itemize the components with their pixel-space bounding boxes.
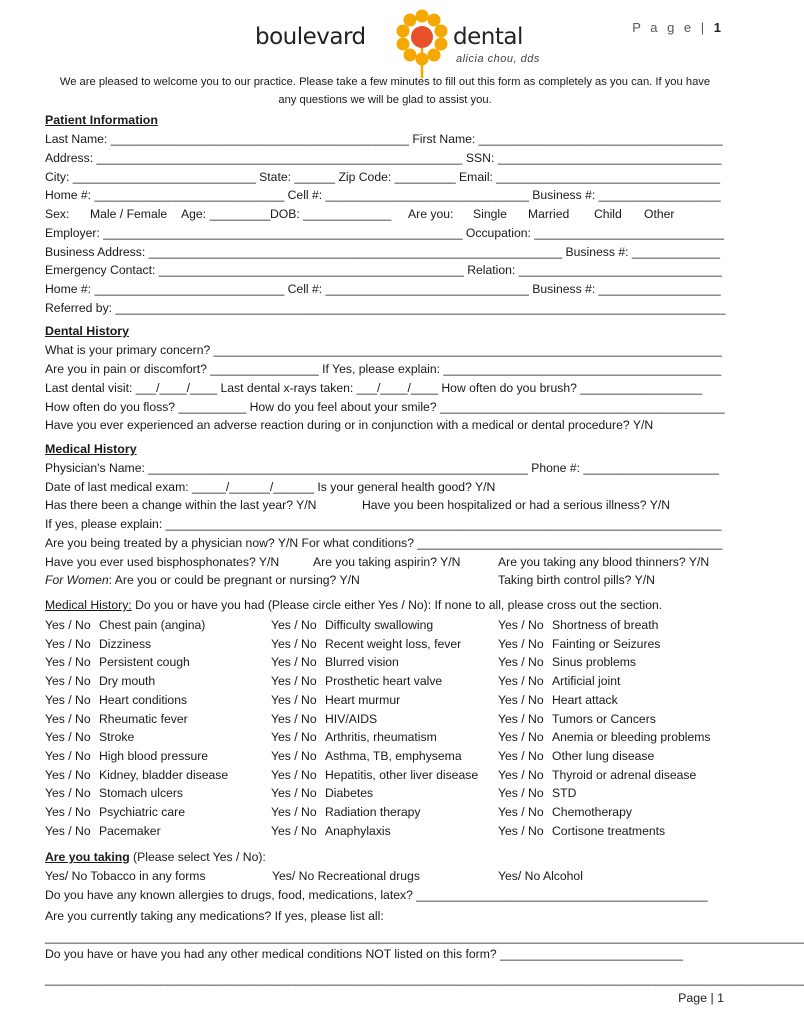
conditions-instruction-text: Do you or have you had (Please circle either Yes / No): If none to all, please cross out the section.: [131, 598, 663, 612]
taking-title: Are you taking: [45, 850, 130, 864]
aspirin-question[interactable]: Are you taking aspirin? Y/N: [313, 555, 461, 569]
condition-item[interactable]: [45, 730, 134, 744]
address-row[interactable]: Address: ______________________________________________________ SSN: _________________________________: [45, 151, 722, 165]
employer-row[interactable]: Employer: _____________________________________________________ Occupation: ____________________________: [45, 226, 725, 240]
yes-no-choice[interactable]: Yes / No: [45, 711, 91, 726]
condition-label: Psychiatric care: [99, 805, 186, 819]
condition-label: Pacemaker: [99, 823, 161, 838]
condition-label: Anaphylaxis: [325, 823, 391, 838]
married-option[interactable]: Married: [528, 207, 570, 221]
condition-label: Shortness of breath: [552, 618, 659, 632]
condition-item[interactable]: [45, 637, 151, 651]
condition-item[interactable]: [45, 655, 190, 669]
women-question[interactable]: [45, 573, 360, 587]
logo-right-word: dental: [453, 24, 523, 50]
yes-no-choice[interactable]: Yes / No: [45, 655, 91, 670]
yes-no-choice[interactable]: Yes / No: [498, 636, 544, 651]
pregnant-question: : Are you or could be pregnant or nursing? Y/N: [108, 573, 360, 587]
condition-label: Fainting or Seizures: [552, 636, 661, 651]
yes-no-choice[interactable]: Yes / No: [498, 767, 544, 782]
yes-no-choice[interactable]: Yes / No: [45, 730, 91, 745]
condition-item[interactable]: [498, 637, 660, 651]
yes-no-choice[interactable]: Yes / No: [498, 674, 544, 689]
condition-item[interactable]: [45, 824, 161, 838]
patient-info-heading: Patient Information: [45, 113, 158, 127]
last-visit-row[interactable]: Last dental visit: ___/____/____ Last dental x-rays taken: ___/____/____ How often do you brush? __________________: [45, 381, 703, 395]
logo: [255, 8, 545, 80]
condition-label: Asthma, TB, emphysema: [325, 748, 462, 763]
conditions-label: Medical History:: [45, 598, 132, 612]
condition-label: Hepatitis, other liver disease: [325, 767, 479, 782]
condition-label: Stomach ulcers: [99, 786, 183, 801]
condition-item[interactable]: [45, 618, 205, 632]
condition-item[interactable]: [271, 674, 442, 688]
yes-no-choice[interactable]: Yes / No: [271, 730, 317, 745]
condition-label: Heart attack: [552, 692, 618, 707]
yes-no-choice[interactable]: Yes / No: [271, 674, 317, 689]
pain-row[interactable]: Are you in pain or discomfort? ________________ If Yes, please explain: _________________________________________: [45, 362, 722, 376]
condition-label: Difficulty swallowing: [325, 618, 434, 632]
last-name-row[interactable]: Last Name: ____________________________________________ First Name: ____________________________________: [45, 132, 723, 146]
explain-row[interactable]: If yes, please explain: __________________________________________________________________________________: [45, 517, 722, 531]
condition-item[interactable]: [45, 786, 183, 800]
condition-label: Cortisone treatments: [552, 823, 666, 838]
referred-by-row[interactable]: Referred by: __________________________________________________________________________________________: [45, 301, 726, 315]
condition-label: Kidney, bladder disease: [99, 767, 229, 782]
condition-label: Anemia or bleeding problems: [552, 730, 711, 745]
condition-label: Radiation therapy: [325, 805, 421, 819]
yes-no-choice[interactable]: Yes / No: [45, 786, 91, 801]
condition-label: STD: [552, 786, 577, 801]
yes-no-choice[interactable]: Yes / No: [498, 655, 544, 670]
condition-item[interactable]: [271, 768, 478, 782]
yes-no-choice[interactable]: Yes / No: [271, 618, 317, 632]
medications-line[interactable]: ________________________________________________________________________________________________________________: [45, 930, 804, 944]
last-exam-row[interactable]: Date of last medical exam: _____/______/______ Is your general health good? Y/N: [45, 480, 496, 494]
condition-item[interactable]: [271, 786, 373, 800]
allergies-row[interactable]: Do you have any known allergies to drugs, food, medications, latex? ___________________________________________: [45, 888, 708, 902]
logo-left-word: boulevard: [255, 24, 366, 50]
intro-line-2: any questions we will be glad to assist you.: [278, 94, 492, 106]
condition-item[interactable]: [271, 749, 462, 763]
intro-text: [40, 73, 730, 109]
page-footer: Page | 1: [678, 991, 724, 1005]
single-option[interactable]: Single: [473, 207, 507, 221]
condition-item[interactable]: [271, 637, 461, 651]
condition-label: Arthritis, rheumatism: [325, 730, 437, 745]
condition-label: Chest pain (angina): [99, 618, 206, 632]
condition-item[interactable]: [498, 693, 618, 707]
yes-no-choice[interactable]: Yes / No: [271, 805, 317, 819]
taking-subtitle: (Please select Yes / No):: [129, 850, 266, 864]
change-question[interactable]: Has there been a change within the last year? Y/N: [45, 498, 317, 512]
intro-line-1: We are pleased to welcome you to our practice. Please take a few minutes to fill out this form as completely as you can. If you have: [59, 76, 711, 88]
flower-icon: [391, 8, 453, 78]
yes-no-choice[interactable]: Yes / No: [271, 655, 317, 670]
yes-no-choice[interactable]: Yes / No: [271, 767, 317, 782]
condition-item[interactable]: [498, 786, 576, 800]
adverse-reaction-row[interactable]: Have you ever experienced an adverse reaction during or in conjunction with a medical or dental procedure? Y/N: [45, 418, 654, 432]
yes-no-choice[interactable]: Yes / No: [498, 618, 544, 632]
condition-item[interactable]: [498, 674, 620, 688]
condition-item[interactable]: [271, 655, 399, 669]
condition-label: Artificial joint: [552, 674, 621, 689]
hospitalized-question[interactable]: Have you been hospitalized or had a serious illness? Y/N: [362, 498, 671, 512]
condition-label: Thyroid or adrenal disease: [552, 767, 697, 782]
age-field[interactable]: Age: _________: [181, 207, 271, 221]
taking-heading: [45, 850, 266, 864]
logo-subtitle: alicia chou, dds: [456, 53, 540, 65]
sex-options[interactable]: Male / Female: [90, 207, 168, 221]
condition-item[interactable]: [498, 824, 665, 838]
yes-no-choice[interactable]: Yes / No: [498, 730, 544, 745]
home-phone-row[interactable]: Home #: ____________________________ Cell #: ______________________________ Business #: __________________: [45, 188, 721, 202]
condition-item[interactable]: [498, 712, 656, 726]
condition-item[interactable]: [45, 712, 188, 726]
condition-item[interactable]: [498, 805, 632, 819]
condition-label: Persistent cough: [99, 655, 190, 670]
are-you-label: Are you:: [408, 207, 454, 221]
condition-item[interactable]: [271, 730, 437, 744]
yes-no-choice[interactable]: Yes / No: [271, 636, 317, 651]
yes-no-choice[interactable]: Yes / No: [45, 748, 91, 763]
yes-no-choice[interactable]: Yes / No: [271, 748, 317, 763]
blood-thinners-question[interactable]: Are you taking any blood thinners? Y/N: [498, 555, 710, 569]
page-label: P a g e |: [632, 20, 708, 35]
yes-no-choice[interactable]: Yes / No: [45, 636, 91, 651]
page-number: 1: [713, 20, 724, 35]
condition-item[interactable]: [498, 768, 696, 782]
yes-no-choice[interactable]: Yes / No: [498, 748, 544, 763]
condition-label: Sinus problems: [552, 655, 636, 670]
tobacco-item[interactable]: Yes/ No Tobacco in any forms: [45, 869, 206, 883]
bisphosphonates-question[interactable]: Have you ever used bisphosphonates? Y/N: [45, 555, 280, 569]
condition-label: Prosthetic heart valve: [325, 674, 443, 689]
physician-row[interactable]: Physician's Name: ________________________________________________________ Phone #: ____________________: [45, 461, 719, 475]
condition-label: Dizziness: [99, 636, 152, 651]
yes-no-choice[interactable]: Yes / No: [271, 692, 317, 707]
condition-item[interactable]: [498, 655, 636, 669]
condition-item[interactable]: [271, 618, 433, 632]
condition-label: HIV/AIDS: [325, 711, 378, 726]
condition-label: Recent weight loss, fever: [325, 636, 462, 651]
condition-item[interactable]: [271, 693, 400, 707]
condition-item[interactable]: [498, 749, 654, 763]
yes-no-choice[interactable]: Yes / No: [45, 823, 91, 838]
condition-label: Blurred vision: [325, 655, 399, 670]
condition-item[interactable]: [45, 768, 228, 782]
primary-concern-row[interactable]: What is your primary concern? ___________________________________________________________________________: [45, 343, 723, 357]
conditions-instruction: [45, 598, 662, 612]
women-prefix: For Women: [45, 573, 109, 587]
child-option[interactable]: Child: [594, 207, 622, 221]
condition-item[interactable]: [45, 805, 185, 819]
drugs-item[interactable]: Yes/ No Recreational drugs: [272, 869, 420, 883]
condition-item[interactable]: [498, 730, 711, 744]
other-option[interactable]: Other: [644, 207, 675, 221]
yes-no-choice[interactable]: Yes / No: [271, 823, 317, 838]
condition-item[interactable]: [271, 824, 391, 838]
other-conditions-line[interactable]: ________________________________________________________________________________________________________________: [45, 972, 804, 986]
birth-control-question[interactable]: Taking birth control pills? Y/N: [498, 573, 655, 587]
yes-no-choice[interactable]: Yes / No: [498, 786, 544, 801]
treated-row[interactable]: Are you being treated by a physician now? Y/N For what conditions? _____________________________________________: [45, 536, 723, 550]
condition-label: Heart murmur: [325, 692, 401, 707]
sex-label: Sex:: [45, 207, 70, 221]
medical-history-heading: Medical History: [45, 442, 137, 456]
condition-item[interactable]: [45, 693, 187, 707]
floss-row[interactable]: How often do you floss? __________ How do you feel about your smile? __________________________________________: [45, 400, 725, 414]
medications-row: Are you currently taking any medications? If yes, please list all:: [45, 909, 384, 923]
condition-label: Other lung disease: [552, 748, 655, 763]
condition-item[interactable]: [498, 618, 658, 632]
yes-no-choice[interactable]: Yes / No: [45, 674, 91, 689]
emergency-contact-row[interactable]: Emergency Contact: _____________________________________________ Relation: ______________________________: [45, 263, 723, 277]
emergency-phone-row[interactable]: Home #: ____________________________ Cell #: ______________________________ Business #: __________________: [45, 282, 721, 296]
yes-no-choice[interactable]: Yes / No: [271, 786, 317, 801]
yes-no-choice[interactable]: Yes / No: [45, 767, 91, 782]
condition-label: Stroke: [99, 730, 135, 745]
alcohol-item[interactable]: Yes/ No Alcohol: [498, 869, 583, 883]
dob-field[interactable]: DOB: _____________: [270, 207, 392, 221]
condition-item[interactable]: [271, 712, 377, 726]
yes-no-choice[interactable]: Yes / No: [45, 692, 91, 707]
condition-item[interactable]: [45, 674, 155, 688]
yes-no-choice[interactable]: Yes / No: [45, 618, 91, 632]
business-address-row[interactable]: Business Address: _____________________________________________________________ Business #: _____________: [45, 245, 721, 259]
condition-item[interactable]: [45, 749, 208, 763]
yes-no-choice[interactable]: Yes / No: [498, 823, 544, 838]
city-row[interactable]: City: ___________________________ State: ______ Zip Code: _________ Email: _________________________________: [45, 170, 720, 184]
condition-label: Chemotherapy: [552, 805, 632, 819]
other-conditions-row[interactable]: Do you have or have you had any other medical conditions NOT listed on this form? ___________________________: [45, 947, 684, 961]
condition-label: High blood pressure: [99, 748, 209, 763]
yes-no-choice[interactable]: Yes / No: [498, 711, 544, 726]
yes-no-choice[interactable]: Yes / No: [45, 805, 91, 819]
condition-label: Rheumatic fever: [99, 711, 188, 726]
dental-history-heading: Dental History: [45, 324, 129, 338]
condition-item[interactable]: [271, 805, 421, 819]
condition-label: Dry mouth: [99, 674, 156, 689]
condition-label: Diabetes: [325, 786, 374, 801]
yes-no-choice[interactable]: Yes / No: [271, 711, 317, 726]
yes-no-choice[interactable]: Yes / No: [498, 692, 544, 707]
page-header: [632, 20, 724, 35]
condition-label: Heart conditions: [99, 692, 188, 707]
yes-no-choice[interactable]: Yes / No: [498, 805, 544, 819]
condition-label: Tumors or Cancers: [552, 711, 656, 726]
